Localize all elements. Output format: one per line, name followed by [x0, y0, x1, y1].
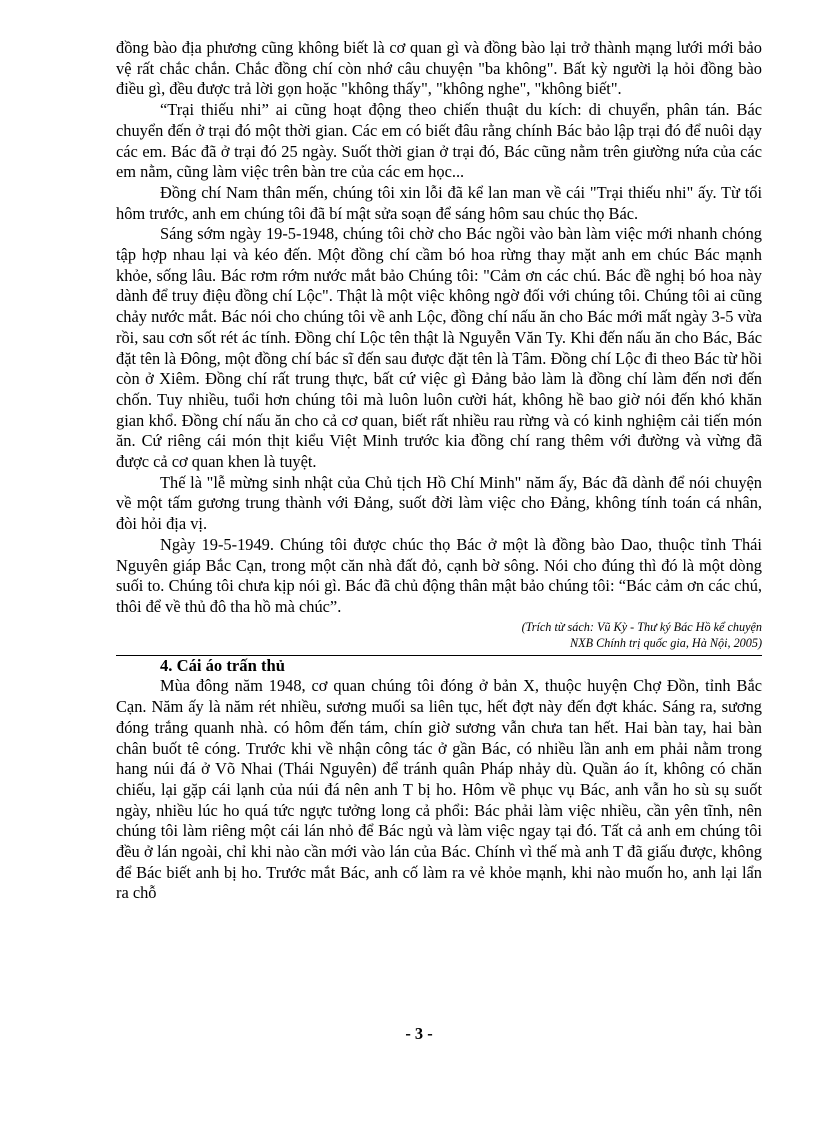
paragraph-cai-ao-tran-thu: Mùa đông năm 1948, cơ quan chúng tôi đóng ở bản X, thuộc huyện Chợ Đồn, tỉnh Bắc Cạn. Năm ấy là năm rét nhiều, sương muối sa liên tục, hết đợt này đến đợt khác. Sáng ra, sương đóng trắng quanh nhà. có hôm đến tám, chín giờ sương vẫn chưa tan hết. Hai bàn tay, hai bàn chân buốt tê cóng. Trước khi về nhận công tác ở gần Bác, có nhiều lần anh em phải nằm trong hang núi đá ở Võ Nhai (Thái Nguyên) để tránh quân Pháp nhảy dù. Quần áo ít, không có chăn chiếu, lại gặp cái lạnh của núi đá nên anh T bị ho. Hôm về phục vụ Bác, anh vẫn ho sù sụ suốt ngày, nhiều lúc ho quá tức ngực tưởng long cả phổi: Bác phải làm việc nhiều, cần yên tĩnh, nên chúng tôi làm riêng một cái lán nhỏ để Bác ngủ và làm việc ngay tại đó. Tất cả anh em chúng tôi đều ở lán ngoài, chỉ khi nào cần mới vào lán của Bác. Chính vì thế mà anh T đã giấu được, không để Bác biết anh bị ho. Trước mắt Bác, anh cố làm ra vẻ khỏe mạnh, khi nào muốn ho, anh lại lẩn ra chỗ: [116, 676, 762, 903]
paragraph-sang-som-1948: Sáng sớm ngày 19-5-1948, chúng tôi chờ cho Bác ngồi vào bàn làm việc mới nhanh chóng tập hợp nhau lại và kéo đến. Một đồng chí cầm bó hoa rừng thay mặt anh em chúc Bác mạnh khỏe, sống lâu. Bác rơm rớm nước mắt bảo Chúng tôi: "Cảm ơn các chú. Bác đề nghị bó hoa này dành để truy điệu đồng chí Lộc". Thật là một việc không ngờ đối với chúng tôi. Chúng tôi ai cũng chảy nước mắt. Bác nói cho chúng tôi về anh Lộc, đồng chí nấu ăn cho Bác mới mất ngày 3-5 vừa rồi, sau cơn sốt rét ác tính. Đồng chí Lộc tên thật là Nguyễn Văn Ty. Khi đến nấu ăn cho Bác, Bác đặt tên là Đông, một đồng chí bác sĩ đến sau được đặt tên là Tâm. Đồng chí Lộc đi theo Bác từ hồi còn ở Xiêm. Đồng chí rất trung thực, bất cứ việc gì Đảng bảo làm là đồng chí làm đến nơi đến chốn. Tuy nhiều, tuổi hơn chúng tôi mà luôn luôn cười hát, không hề bao giờ nói đến khó khăn gian khổ. Đồng chí nấu ăn cho cả cơ quan, biết rất nhiều rau rừng và có kinh nghiệm cải tiến món ăn. Cứ riêng cái món thịt kiểu Việt Minh trước kia đồng chí rang thêm với đường và vừng đã được cả cơ quan khen là tuyệt.: [116, 224, 762, 472]
source-citation-line-1: (Trích từ sách: Vũ Kỳ - Thư ký Bác Hồ kể chuyện: [521, 619, 762, 634]
page-content: [116, 38, 762, 904]
paragraph-bao-ve: đồng bào địa phương cũng không biết là cơ quan gì và đồng bào lại trở thành mạng lưới mới bảo vệ rất chắc chắn. Chắc đồng chí còn nhớ câu chuyện "ba không". Bất kỳ người lạ hỏi đồng bào điều gì, đều được trả lời gọn hoặc "không thấy", "không nghe", "không biết".: [116, 38, 762, 99]
paragraph-dong-chi-nam: Đồng chí Nam thân mến, chúng tôi xin lỗi đã kể lan man về cái "Trại thiếu nhi" ấy. Từ tối hôm trước, anh em chúng tôi đã bí mật sửa soạn để sáng hôm sau chúc thọ Bác.: [116, 182, 762, 223]
paragraph-le-mung-sinh-nhat: Thế là "lễ mừng sinh nhật của Chủ tịch Hồ Chí Minh" năm ấy, Bác đã dành để nói chuyện về một tấm gương trung thành với Đảng, suốt đời làm việc cho Đảng, không tính toán cá nhân, đòi hỏi địa vị.: [116, 472, 762, 534]
source-citation: [116, 619, 762, 651]
page-number-text: - 3 -: [405, 1024, 433, 1043]
section-title: 4. Cái áo trấn thủ: [160, 655, 285, 675]
paragraph-ngay-1949: Ngày 19-5-1949. Chúng tôi được chúc thọ Bác ở một là đồng bào Dao, thuộc tỉnh Thái Nguyên giáp Bắc Cạn, trong một căn nhà đất đỏ, cạnh bờ sông. Nói cho đúng thì đó là một dòng suối to. Chúng tôi chưa kịp nói gì. Bác đã chủ động thân mật bảo chúng tôi: “Bác cảm ơn các chú, thôi để về thủ đô tha hồ mà chúc”.: [116, 534, 762, 616]
paragraph-trai-thieu-nhi: “Trại thiếu nhi” ai cũng hoạt động theo chiến thuật du kích: di chuyển, phân tán. Bác chuyển đến ở trại đó một thời gian. Các em có biết đâu rằng chính Bác bảo lập trại đó để nuôi dạy các em. Bác đã ở trại đó 25 ngày. Suốt thời gian ở trại đó, Bác cũng nằm trên giường nứa của các em nằm, cũng làm việc trên bàn tre của các em học...: [116, 100, 762, 182]
source-citation-line-2: NXB Chính trị quốc gia, Hà Nội, 2005): [570, 635, 762, 650]
page-number: [0, 1024, 816, 1044]
